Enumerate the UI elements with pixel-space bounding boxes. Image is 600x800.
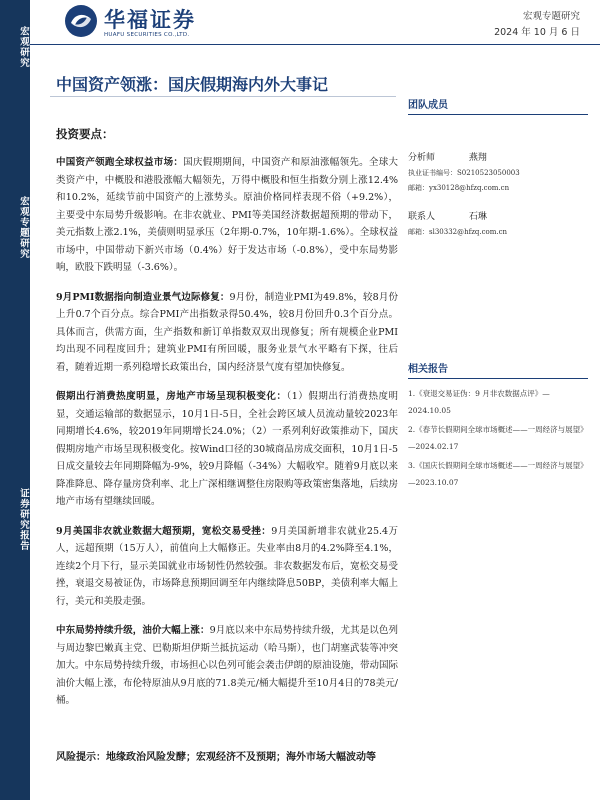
title-divider: [50, 96, 396, 97]
related-report-link[interactable]: 2.《春节长假期间全球市场概述——一周经济与展望》—2024.02.17: [408, 425, 588, 451]
related-report-link[interactable]: 3.《国庆长假期间全球市场概述——一周经济与展望》—2023.10.07: [408, 461, 588, 487]
paragraph: [56, 154, 398, 277]
analyst-name: 燕翔: [468, 153, 487, 163]
analyst-row: [408, 151, 588, 166]
email-label: 邮箱：: [408, 228, 429, 236]
company-name-en: HUAFU SECURITIES CO.,LTD.: [104, 32, 190, 38]
analyst-email[interactable]: yx30128@hfzq.com.cn: [429, 184, 510, 192]
analyst-block: [408, 151, 588, 240]
contact-email-row: [408, 225, 588, 240]
paragraph-text: 9月份，制造业PMI为49.8%，较8月份上升0.7个百分点。综合PMI产出指数录得50.4%，较8月份回升0.3个百分点。具体而言，供需方面，生产指数和新订单指数双双出现修复；所有规模企业PMI均出现不同程度回升；建筑业PMI有所回暖，服务业景气水平略有下探，往后看，随着近期一系列稳增长政策出台，国内经济景气度有望加快修复。: [56, 291, 398, 373]
contact-name: 石琳: [468, 212, 487, 222]
sidebar-label-mid: 宏观专题研究: [18, 196, 29, 259]
related-report-link[interactable]: 1.《衰退交易证伪：9 月非农数据点评》—2024.10.05: [408, 389, 550, 415]
team-header: 团队成员: [408, 96, 588, 115]
report-date: 2024 年 10 月 6 日: [494, 27, 580, 38]
header-divider: [30, 44, 600, 45]
paragraph-text: 9月底以来中东局势持续升级，尤其是以色列与周边黎巴嫩真主党、巴勒斯坦伊斯兰抵抗运动（哈马斯），也门胡塞武装等冲突加大。中东局势持续升级，市场担心以色列可能会袭击伊朗的原油设施，带动国际油价大幅上涨，布伦特原油从9月底的71.8美元/桶大幅提升至10月4日的78美元/桶。: [56, 625, 399, 706]
page-title: 中国资产领涨：国庆假期海内外大事记: [56, 75, 329, 94]
paragraph-lead: 中国资产领跑全球权益市场：: [56, 157, 184, 168]
company-logo: [64, 4, 334, 40]
left-sidebar: [0, 0, 30, 800]
paragraph-text: 国庆假期期间，中国资产和原油涨幅领先。全球大类资产中，中概股和港股涨幅大幅领先，万得中概股和恒生指数分别上涨12.4%和10.2%，延续节前中国资产的上涨势头。原油价格同样表现不俗（+9.2%），主要受中东局势升级影响。在非农就业、PMI等美国经济数据超预期的带动下，美元指数上涨2.1%，美债则明显承压（2年期-0.7%，10年期-1.6%）。全球权益市场中，中国带动下新兴市场（0.4%）好于发达市场（-0.8%），受中东局势影响，欧股下跌明显（-3.6%）。: [56, 157, 398, 273]
section-title: 投资要点：: [56, 127, 114, 141]
cert-label: 执业证书编号：: [408, 169, 457, 177]
paragraph: [56, 523, 398, 611]
paragraph-text: （1）假期出行消费热度明显，交通运输部的数据显示，10月1日-5日，全社会跨区域人员流动量较2023年同期增长4.6%，较2019年同期增长24.0%；（2）一系列利好政策推动下，国庆假期房地产市场呈现积极变化。按Wind口径的30城商品房成交面积，10月1日-5日成交量较去年同期降幅为-9%，较9月降幅（-34%）大幅收窄。随着9月底以来降准降息、降存量房贷利率、北上广深相继调整住房限购等政策密集落地，后续房地产市场有望继续回暖。: [56, 391, 399, 507]
sidebar-label-top: 宏观研究: [18, 26, 29, 68]
contact-role: 联系人: [408, 212, 436, 222]
contact-row: [408, 210, 588, 225]
report-type: 宏观专题研究: [522, 11, 580, 22]
paragraph: [56, 289, 398, 377]
cert-number: S0210523050003: [457, 169, 520, 177]
risk-warning: 风险提示：地缘政治风险发酵；宏观经济不及预期；海外市场大幅波动等: [56, 752, 376, 763]
main-content: [56, 126, 398, 722]
sidebar-label-bottom: 证券研究报告: [18, 488, 29, 551]
analyst-email-row: [408, 181, 588, 196]
paragraph-lead: 9月美国非农就业数据大超预期，宽松交易受挫：: [56, 525, 272, 537]
analyst-cert-row: [408, 166, 588, 181]
paragraph-text: 9月美国新增非农就业25.4万人，远超预期（15万人），前值向上大幅修正。失业率由8月的4.2%降至4.1%，连续2个月下行，显示美国就业市场韧性仍然较强。非农数据发布后，宽松交易受挫，衰退交易被证伪，市场降息预期回调至年内继续降息50BP，美债利率大幅上行，美元和美股走强。: [56, 525, 398, 607]
paragraph-lead: 中东局势持续升级，油价大幅上涨：: [56, 625, 210, 636]
related-reports: [408, 360, 588, 491]
paragraph-lead: 假期出行消费热度明显，房地产市场呈现积极变化：: [56, 391, 287, 402]
paragraph: [56, 388, 398, 511]
contact-email[interactable]: sl30332@hfzq.com.cn: [429, 228, 508, 236]
right-column: [408, 96, 588, 491]
paragraph: [56, 622, 398, 710]
company-name-cn: 华福证券: [104, 8, 196, 32]
logo-icon: [64, 4, 98, 38]
analyst-role: 分析师: [408, 153, 436, 163]
email-label: 邮箱：: [408, 184, 429, 192]
related-header: 相关报告: [408, 360, 588, 379]
paragraph-lead: 9月PMI数据指向制造业景气边际修复：: [56, 291, 230, 303]
